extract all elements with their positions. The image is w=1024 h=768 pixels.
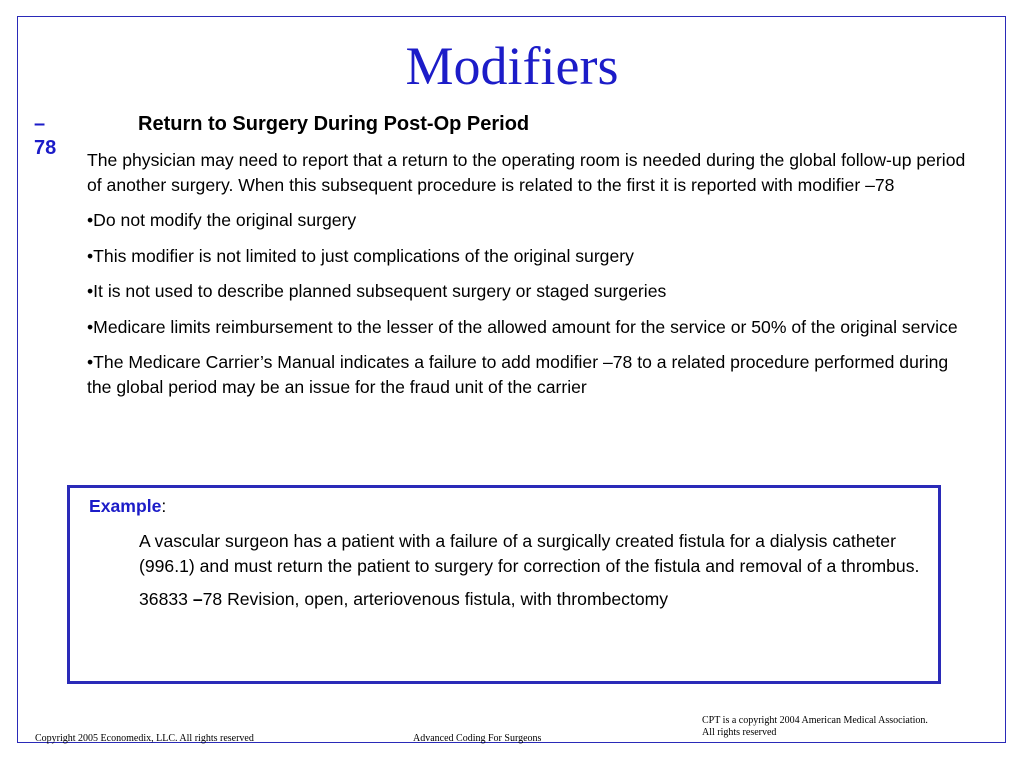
example-code-line [139, 587, 929, 612]
intro-paragraph: The physician may need to report that a return to the operating room is needed during the global follow-up period of another surgery. When this subsequent procedure is related to the first it is reported with modifier –78 [87, 150, 966, 195]
body-text [87, 148, 967, 410]
footer-copyright: Copyright 2005 Economedix, LLC. All rights reserved [35, 733, 254, 744]
example-box [67, 485, 941, 684]
example-label-colon: : [161, 496, 167, 516]
example-description: A vascular surgeon has a patient with a failure of a surgically created fistula for a dialysis catheter (996.1) and must return the patient to surgery for correction of the fistula and removal of a thrombus. [139, 531, 920, 576]
example-label [89, 494, 166, 518]
bullet-item: •It is not used to describe planned subsequent surgery or staged surgeries [87, 281, 667, 301]
slide-title: Modifiers [405, 36, 619, 96]
footer-cpt-notice [702, 715, 992, 739]
example-label-text: Example [89, 496, 162, 516]
modifier-heading-text: Return to Surgery During Post-Op Period [138, 113, 530, 135]
footer-cpt-line-1: CPT is a copyright 2004 American Medical Association. [702, 715, 928, 726]
bullet-item: •This modifier is not limited to just complications of the original surgery [87, 245, 634, 266]
bullet-item: •Do not modify the original surgery [87, 210, 357, 230]
example-code-description: 78 Revision, open, arteriovenous fistula, with thrombectomy [202, 589, 669, 609]
bullet-item: •The Medicare Carrier’s Manual indicates a failure to add modifier –78 to a related procedure performed during the global period may be an issue for the fraud unit of the carrier [87, 352, 949, 397]
modifier-code: –78 [34, 113, 57, 159]
footer-course-title: Advanced Coding For Surgeons [413, 733, 542, 744]
example-body [139, 529, 929, 621]
example-code-number: 36833 [139, 589, 193, 609]
bullet-item: •Medicare limits reimbursement to the lesser of the allowed amount for the service or 50% of the original service [87, 316, 958, 337]
footer-cpt-line-2: All rights reserved [702, 727, 777, 738]
example-code-dash: – [192, 589, 203, 609]
